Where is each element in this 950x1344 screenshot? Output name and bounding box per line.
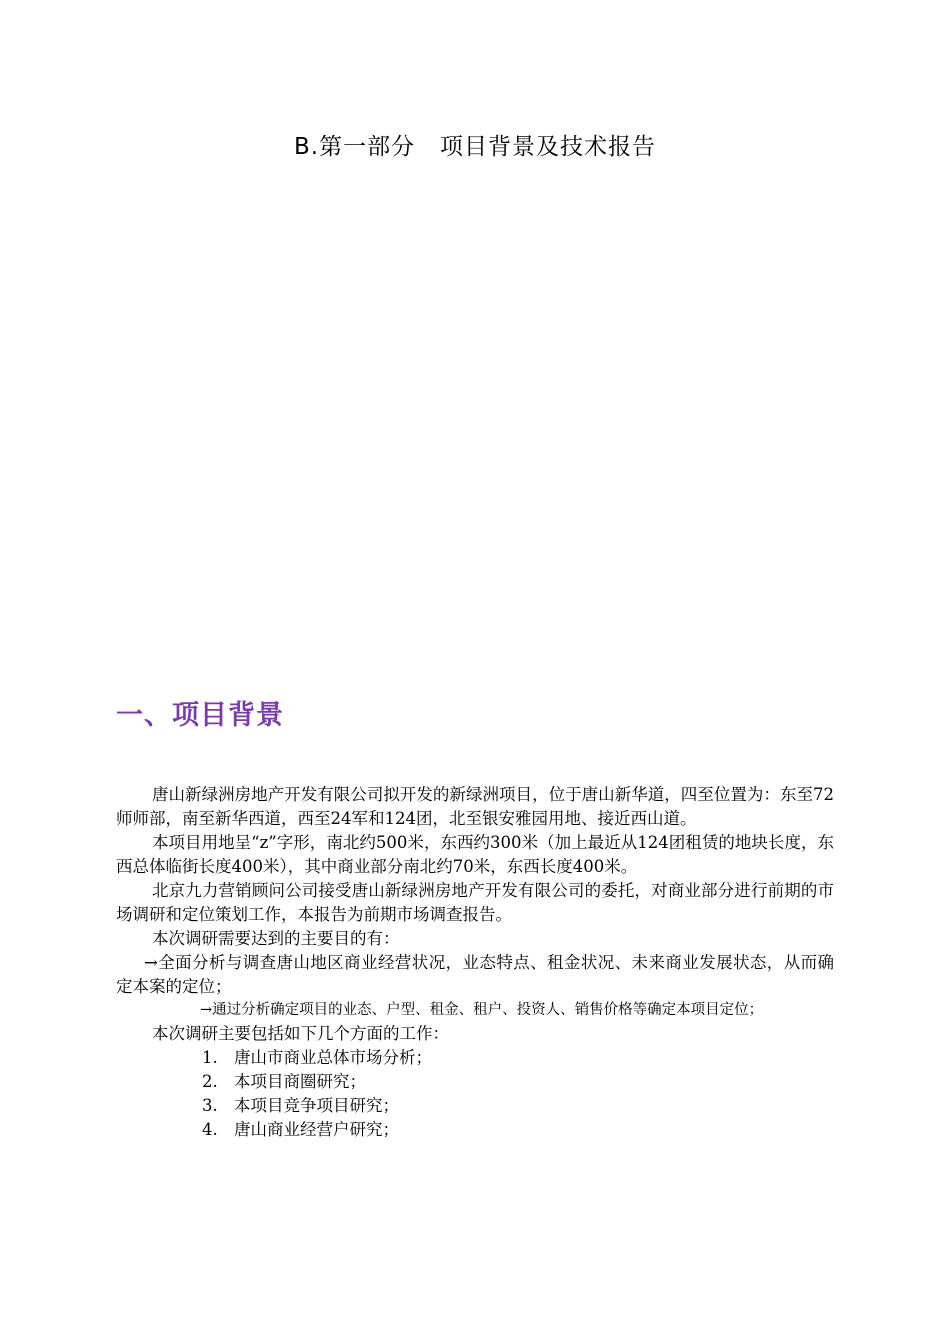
- list-item: [202, 1070, 834, 1094]
- list-item-text: 本项目商圈研究；: [234, 1072, 366, 1091]
- paragraph-commission: 北京九力营销顾问公司接受唐山新绿洲房地产开发有限公司的委托，对商业部分进行前期的市场调研和定位策划工作，本报告为前期市场调查报告。: [116, 881, 834, 924]
- paragraph-goals-intro: 本次调研需要达到的主要目的有：: [152, 929, 400, 948]
- paragraph-location: 唐山新绿洲房地产开发有限公司拟开发的新绿洲项目，位于唐山新华道，四至位置为：东至72师师部，南至新华西道，西至24军和124团，北至银安雅园用地、接近西山道。: [116, 785, 834, 828]
- section-heading: 一、项目背景: [116, 700, 284, 731]
- goal-bullet-sub: →通过分析确定项目的业态、户型、租金、租户、投资人、销售价格等确定本项目定位；: [200, 1002, 764, 1018]
- list-item-number: 2.: [202, 1072, 218, 1091]
- document-title: B.第一部分 项目背景及技术报告: [293, 134, 657, 160]
- list-item-text: 唐山商业经营户研究；: [234, 1120, 399, 1139]
- body-text: [116, 783, 834, 1142]
- list-item-text: 唐山市商业总体市场分析；: [234, 1048, 432, 1067]
- paragraph-work-intro: 本次调研主要包括如下几个方面的工作：: [152, 1024, 449, 1043]
- list-item-text: 本项目竞争项目研究；: [234, 1096, 399, 1115]
- work-item-list: [116, 1046, 834, 1142]
- goal-bullet-main: →全面分析与调查唐山地区商业经营状况，业态特点、租金状况、未来商业发展状态，从而确定本案的定位；: [116, 953, 834, 996]
- list-item-number: 3.: [202, 1096, 218, 1115]
- list-item: [202, 1046, 834, 1070]
- list-item: [202, 1118, 834, 1142]
- list-item: [202, 1094, 834, 1118]
- list-item-number: 4.: [202, 1120, 218, 1139]
- list-item-number: 1.: [202, 1048, 218, 1067]
- paragraph-site-shape: 本项目用地呈“z”字形，南北约500米，东西约300米（加上最近从124团租赁的地块长度，东西总体临街长度400米），其中商业部分南北约70米，东西长度400米。: [116, 833, 834, 876]
